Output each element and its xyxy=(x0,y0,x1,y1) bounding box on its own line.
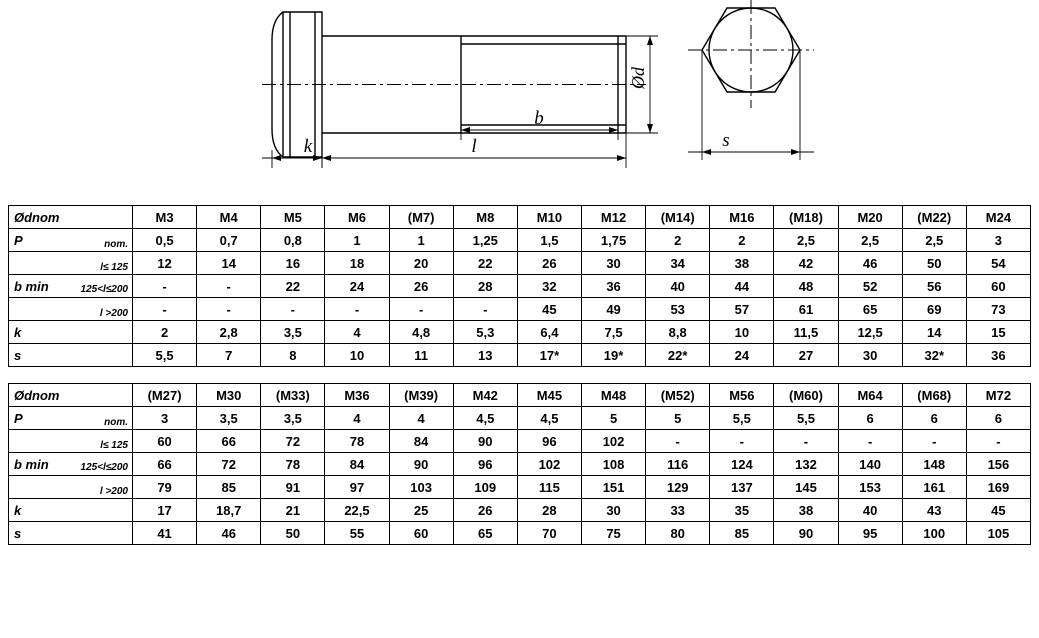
table-cell: 14 xyxy=(197,252,261,275)
label-total-length: l xyxy=(471,136,477,157)
table-cell: 2,5 xyxy=(838,229,902,252)
table-body xyxy=(9,384,1031,545)
dim-arrow-s-left xyxy=(702,149,711,155)
table-cell: 2 xyxy=(133,321,197,344)
table-cell: 30 xyxy=(581,252,645,275)
table-cell: 40 xyxy=(646,275,710,298)
table-cell: 4,5 xyxy=(453,407,517,430)
table-cell: 60 xyxy=(966,275,1030,298)
table-cell: 38 xyxy=(710,252,774,275)
table-cell: 3,5 xyxy=(197,407,261,430)
table-row xyxy=(9,275,1031,298)
table-cell: 10 xyxy=(325,344,389,367)
table-cell: 22,5 xyxy=(325,499,389,522)
table-cell: 145 xyxy=(774,476,838,499)
table-cell: 1,75 xyxy=(581,229,645,252)
table-cell: 129 xyxy=(646,476,710,499)
table-cell: - xyxy=(197,275,261,298)
table-cell: 153 xyxy=(838,476,902,499)
table-cell: 8,8 xyxy=(646,321,710,344)
table-cell: 20 xyxy=(389,252,453,275)
table-cell: 3,5 xyxy=(261,407,325,430)
table-cell: 19* xyxy=(581,344,645,367)
table-cell: 1,5 xyxy=(517,229,581,252)
table-cell: 4 xyxy=(389,407,453,430)
column-header: (M33) xyxy=(261,384,325,407)
table-spacer xyxy=(0,367,1039,383)
table-cell: 103 xyxy=(389,476,453,499)
table-cell: 3 xyxy=(133,407,197,430)
table-cell: 4 xyxy=(325,407,389,430)
row-label: P nom. xyxy=(9,407,133,430)
table-cell: 14 xyxy=(902,321,966,344)
table-cell: 28 xyxy=(517,499,581,522)
table-cell: - xyxy=(646,430,710,453)
table-cell: 91 xyxy=(261,476,325,499)
table-cell: 65 xyxy=(453,522,517,545)
table-cell: 66 xyxy=(197,430,261,453)
table-row xyxy=(9,476,1031,499)
table-row xyxy=(9,252,1031,275)
row-label-sub: 125<l≤200 xyxy=(80,462,128,473)
table-cell: 12 xyxy=(133,252,197,275)
table-cell: 11,5 xyxy=(774,321,838,344)
row-label-sub: nom. xyxy=(104,239,128,250)
row-label-sub: l >200 xyxy=(99,486,128,497)
table-cell: 27 xyxy=(774,344,838,367)
table-cell: - xyxy=(838,430,902,453)
table-header-row xyxy=(9,206,1031,229)
table-cell: 7 xyxy=(197,344,261,367)
table-cell: 16 xyxy=(261,252,325,275)
table-cell: 50 xyxy=(902,252,966,275)
row-label: s xyxy=(9,344,133,367)
dim-arrow-b-right xyxy=(609,127,618,133)
table-cell: 5 xyxy=(646,407,710,430)
table-cell: 44 xyxy=(710,275,774,298)
table-cell: 45 xyxy=(517,298,581,321)
table-cell: 8 xyxy=(261,344,325,367)
table-row xyxy=(9,522,1031,545)
table-row xyxy=(9,344,1031,367)
table-cell: 18,7 xyxy=(197,499,261,522)
table-cell: 3 xyxy=(966,229,1030,252)
table-cell: 6,4 xyxy=(517,321,581,344)
table-cell: 116 xyxy=(646,453,710,476)
table-cell: - xyxy=(133,298,197,321)
table-cell: 5 xyxy=(581,407,645,430)
table-cell: 33 xyxy=(646,499,710,522)
table-cell: - xyxy=(261,298,325,321)
table-cell: 95 xyxy=(838,522,902,545)
column-header: M48 xyxy=(581,384,645,407)
table-cell: 5,5 xyxy=(710,407,774,430)
table-cell: 84 xyxy=(325,453,389,476)
table-cell: 132 xyxy=(774,453,838,476)
table-cell: 56 xyxy=(902,275,966,298)
column-header: (M60) xyxy=(774,384,838,407)
table-cell: 109 xyxy=(453,476,517,499)
table-m27-m72 xyxy=(8,383,1031,545)
row-label xyxy=(9,298,133,321)
table-cell: 2,8 xyxy=(197,321,261,344)
table-cell: 90 xyxy=(453,430,517,453)
column-header: M4 xyxy=(197,206,261,229)
table-cell: 90 xyxy=(774,522,838,545)
table-cell: - xyxy=(325,298,389,321)
table-cell: 2 xyxy=(710,229,774,252)
table-cell: 12,5 xyxy=(838,321,902,344)
table-cell: 17* xyxy=(517,344,581,367)
row-label: P nom. xyxy=(9,229,133,252)
dim-arrow-l-right xyxy=(617,155,626,161)
table-cell: 4,5 xyxy=(517,407,581,430)
table-cell: 75 xyxy=(581,522,645,545)
column-header: (M52) xyxy=(646,384,710,407)
table-cell: 70 xyxy=(517,522,581,545)
row-label: s xyxy=(9,522,133,545)
table-cell: 5,5 xyxy=(774,407,838,430)
column-header: M20 xyxy=(838,206,902,229)
table-cell: 36 xyxy=(581,275,645,298)
table-cell: 85 xyxy=(197,476,261,499)
column-header: M45 xyxy=(517,384,581,407)
table-body xyxy=(9,206,1031,367)
table-cell: 5,3 xyxy=(453,321,517,344)
row-label-sub: l≤ 125 xyxy=(100,262,128,273)
table-cell: 6 xyxy=(838,407,902,430)
table-cell: 24 xyxy=(710,344,774,367)
table-cell: - xyxy=(902,430,966,453)
column-header: M6 xyxy=(325,206,389,229)
table-cell: 78 xyxy=(325,430,389,453)
column-header: (M27) xyxy=(133,384,197,407)
column-header: M42 xyxy=(453,384,517,407)
table-cell: 96 xyxy=(453,453,517,476)
label-width-across-flats: s xyxy=(722,130,730,151)
table-cell: 96 xyxy=(517,430,581,453)
table-cell: 102 xyxy=(581,430,645,453)
table-cell: 4 xyxy=(325,321,389,344)
table-cell: 43 xyxy=(902,499,966,522)
table-cell: 60 xyxy=(389,522,453,545)
row-label-sub: 125<l≤200 xyxy=(80,284,128,295)
column-header: M12 xyxy=(581,206,645,229)
column-header: (M14) xyxy=(646,206,710,229)
table-cell: 151 xyxy=(581,476,645,499)
table-cell: 2,5 xyxy=(774,229,838,252)
dim-arrow-k-left xyxy=(272,155,281,161)
table-m3-m24 xyxy=(8,205,1031,367)
table-cell: 30 xyxy=(581,499,645,522)
bolt-drawing xyxy=(0,0,1039,205)
table-cell: 169 xyxy=(966,476,1030,499)
table-cell: 97 xyxy=(325,476,389,499)
table-cell: 32 xyxy=(517,275,581,298)
table-cell: 73 xyxy=(966,298,1030,321)
table-cell: 140 xyxy=(838,453,902,476)
table-cell: 32* xyxy=(902,344,966,367)
table-cell: 108 xyxy=(581,453,645,476)
table-cell: 52 xyxy=(838,275,902,298)
table-cell: 78 xyxy=(261,453,325,476)
table-cell: 25 xyxy=(389,499,453,522)
table-cell: 3,5 xyxy=(261,321,325,344)
table-cell: 1 xyxy=(325,229,389,252)
table-cell: 156 xyxy=(966,453,1030,476)
dim-arrow-d-top xyxy=(647,36,653,45)
table-cell: 6 xyxy=(966,407,1030,430)
table-cell: 15 xyxy=(966,321,1030,344)
table-cell: 22* xyxy=(646,344,710,367)
table-cell: 46 xyxy=(838,252,902,275)
table-cell: 2 xyxy=(646,229,710,252)
table-cell: 22 xyxy=(261,275,325,298)
table-cell: 100 xyxy=(902,522,966,545)
column-header: M8 xyxy=(453,206,517,229)
table-cell: 42 xyxy=(774,252,838,275)
table-cell: 72 xyxy=(261,430,325,453)
column-header: M72 xyxy=(966,384,1030,407)
header-row-label: Ødnom xyxy=(9,206,133,229)
column-header: (M22) xyxy=(902,206,966,229)
table-header-row xyxy=(9,384,1031,407)
table-cell: 34 xyxy=(646,252,710,275)
table-cell: 4,8 xyxy=(389,321,453,344)
dim-arrow-b-left xyxy=(461,127,470,133)
table-cell: 57 xyxy=(710,298,774,321)
dim-arrow-l-left xyxy=(322,155,331,161)
table-cell: 6 xyxy=(902,407,966,430)
table-cell: 24 xyxy=(325,275,389,298)
table-cell: 124 xyxy=(710,453,774,476)
table-row xyxy=(9,407,1031,430)
column-header: (M7) xyxy=(389,206,453,229)
column-header: M10 xyxy=(517,206,581,229)
table-cell: - xyxy=(453,298,517,321)
table-cell: 38 xyxy=(774,499,838,522)
table-cell: 84 xyxy=(389,430,453,453)
bolt-drawing-svg xyxy=(0,0,1039,205)
table-cell: 90 xyxy=(389,453,453,476)
table-cell: 7,5 xyxy=(581,321,645,344)
table-cell: - xyxy=(710,430,774,453)
column-header: M5 xyxy=(261,206,325,229)
table-cell: 35 xyxy=(710,499,774,522)
table-cell: 55 xyxy=(325,522,389,545)
table-cell: 11 xyxy=(389,344,453,367)
table-row xyxy=(9,321,1031,344)
label-diameter: Ød xyxy=(628,67,648,89)
table-cell: 102 xyxy=(517,453,581,476)
spec-table-1-wrap xyxy=(8,205,1031,367)
spec-table-2-wrap xyxy=(8,383,1031,545)
table-cell: 21 xyxy=(261,499,325,522)
table-row xyxy=(9,229,1031,252)
table-cell: 26 xyxy=(453,499,517,522)
table-cell: 28 xyxy=(453,275,517,298)
row-label xyxy=(9,476,133,499)
table-cell: 18 xyxy=(325,252,389,275)
table-cell: 48 xyxy=(774,275,838,298)
table-cell: 137 xyxy=(710,476,774,499)
table-cell: 65 xyxy=(838,298,902,321)
row-label xyxy=(9,252,133,275)
row-label: k xyxy=(9,321,133,344)
column-header: (M18) xyxy=(774,206,838,229)
table-cell: 1,25 xyxy=(453,229,517,252)
column-header: M36 xyxy=(325,384,389,407)
table-cell: 60 xyxy=(133,430,197,453)
row-label-sub: l >200 xyxy=(99,308,128,319)
column-header: M64 xyxy=(838,384,902,407)
table-cell: 49 xyxy=(581,298,645,321)
table-cell: 41 xyxy=(133,522,197,545)
table-cell: 85 xyxy=(710,522,774,545)
row-label-sub: l≤ 125 xyxy=(100,440,128,451)
column-header: (M68) xyxy=(902,384,966,407)
table-cell: 161 xyxy=(902,476,966,499)
table-cell: 22 xyxy=(453,252,517,275)
table-cell: - xyxy=(133,275,197,298)
row-label-sub: nom. xyxy=(104,417,128,428)
header-row-label: Ødnom xyxy=(9,384,133,407)
table-cell: 36 xyxy=(966,344,1030,367)
table-cell: 79 xyxy=(133,476,197,499)
table-cell: 105 xyxy=(966,522,1030,545)
dim-arrow-s-right xyxy=(791,149,800,155)
table-cell: 80 xyxy=(646,522,710,545)
table-cell: 72 xyxy=(197,453,261,476)
table-row xyxy=(9,430,1031,453)
table-cell: 26 xyxy=(517,252,581,275)
row-label: k xyxy=(9,499,133,522)
label-head-height: k xyxy=(303,136,313,157)
table-cell: 2,5 xyxy=(902,229,966,252)
table-cell: 0,5 xyxy=(133,229,197,252)
table-cell: 1 xyxy=(389,229,453,252)
table-cell: 0,8 xyxy=(261,229,325,252)
table-cell: 115 xyxy=(517,476,581,499)
row-label xyxy=(9,430,133,453)
column-header: M30 xyxy=(197,384,261,407)
table-cell: 40 xyxy=(838,499,902,522)
column-header: (M39) xyxy=(389,384,453,407)
table-cell: 26 xyxy=(389,275,453,298)
row-label: b min 125<l≤200 xyxy=(9,275,133,298)
table-cell: 148 xyxy=(902,453,966,476)
table-cell: - xyxy=(966,430,1030,453)
column-header: M3 xyxy=(133,206,197,229)
table-cell: 50 xyxy=(261,522,325,545)
table-row xyxy=(9,298,1031,321)
table-row xyxy=(9,499,1031,522)
column-header: M16 xyxy=(710,206,774,229)
table-cell: 69 xyxy=(902,298,966,321)
column-header: M24 xyxy=(966,206,1030,229)
table-cell: - xyxy=(197,298,261,321)
table-cell: 46 xyxy=(197,522,261,545)
table-cell: 13 xyxy=(453,344,517,367)
table-cell: 17 xyxy=(133,499,197,522)
table-cell: - xyxy=(774,430,838,453)
table-cell: 45 xyxy=(966,499,1030,522)
table-cell: 54 xyxy=(966,252,1030,275)
table-cell: - xyxy=(389,298,453,321)
table-cell: 53 xyxy=(646,298,710,321)
table-cell: 30 xyxy=(838,344,902,367)
column-header: M56 xyxy=(710,384,774,407)
table-cell: 0,7 xyxy=(197,229,261,252)
dim-arrow-d-bottom xyxy=(647,124,653,133)
table-cell: 10 xyxy=(710,321,774,344)
label-thread-length: b xyxy=(534,108,544,129)
table-cell: 61 xyxy=(774,298,838,321)
table-cell: 66 xyxy=(133,453,197,476)
table-cell: 5,5 xyxy=(133,344,197,367)
row-label: b min 125<l≤200 xyxy=(9,453,133,476)
table-row xyxy=(9,453,1031,476)
